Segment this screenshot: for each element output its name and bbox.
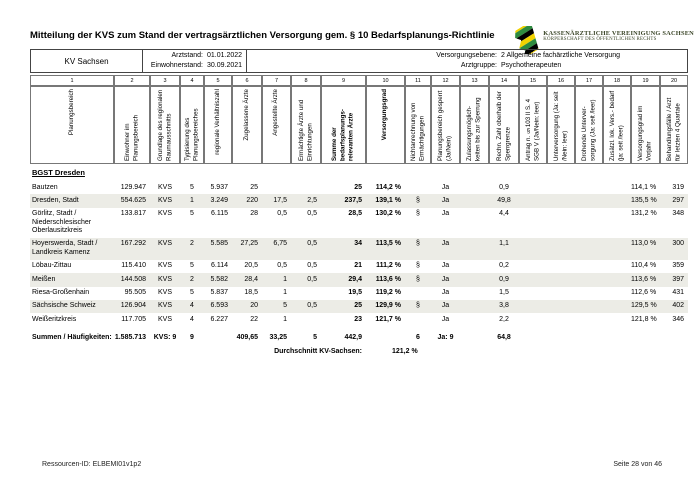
cell: 3.249 xyxy=(210,196,228,204)
cell: 28,5 xyxy=(348,210,362,218)
cell: § xyxy=(416,302,420,310)
cell: Riesa-Großenhain xyxy=(32,289,90,297)
cell: 0,5 xyxy=(307,240,317,248)
cell: 23 xyxy=(354,315,362,323)
cell: 0,5 xyxy=(307,262,317,270)
column-header xyxy=(489,86,519,164)
column-number: 20 xyxy=(660,75,688,86)
cell: 397 xyxy=(672,275,684,283)
column-number: 16 xyxy=(547,75,575,86)
versorgung-cell xyxy=(247,50,687,72)
cell: Ja xyxy=(441,275,450,283)
cell: 5.937 xyxy=(210,183,228,191)
cell: 1 xyxy=(283,315,287,323)
cell: 1,1 xyxy=(499,240,509,248)
column-header-label: Planungsbereich xyxy=(67,89,75,136)
table-row xyxy=(30,181,688,194)
column-header xyxy=(547,86,575,164)
einwohnerstand-label: Einwohnerstand: xyxy=(150,62,203,70)
cell: Bautzen xyxy=(32,183,58,191)
column-number: 5 xyxy=(204,75,232,86)
column-header-label: Grundlage des regionalen Raumausschnitts xyxy=(156,89,172,161)
cell: Ja xyxy=(441,289,450,297)
column-header xyxy=(460,86,489,164)
table-row xyxy=(30,194,688,207)
table-row xyxy=(30,300,688,313)
cell: KVS xyxy=(157,275,172,283)
report-info-box xyxy=(30,49,688,73)
cell: 0,5 xyxy=(277,262,287,270)
cell: 319 xyxy=(672,183,684,191)
cell: 5 xyxy=(190,262,194,270)
page-number: Seite 28 von 46 xyxy=(613,461,662,468)
cell: 359 xyxy=(672,262,684,270)
cell: 34 xyxy=(354,240,362,248)
cell: 119,2 % xyxy=(375,289,401,297)
column-header xyxy=(232,86,262,164)
column-header-label: Angestellte Ärzte xyxy=(272,89,280,136)
summary-cell: 64,8 xyxy=(497,333,511,341)
cell: Dresden, Stadt xyxy=(32,196,79,204)
cell: 1 xyxy=(283,289,287,297)
cell: 25 xyxy=(354,183,362,191)
column-header-label: Unterversorgung (Ja: seit /Nein: leer) xyxy=(552,91,568,161)
cell: 111,2 % xyxy=(376,262,401,270)
column-number: 1 xyxy=(30,75,114,86)
cell: 431 xyxy=(672,289,684,297)
cell: 1 xyxy=(283,275,287,283)
versorgungsebene-label: Versorgungsebene: xyxy=(436,52,497,59)
cell: Ja xyxy=(441,315,450,323)
column-header xyxy=(204,86,232,164)
table-body xyxy=(30,181,688,327)
cell: KVS xyxy=(157,315,172,323)
cell: KVS xyxy=(157,302,172,310)
logo-org-subtitle: KÖRPERSCHAFT DES ÖFFENTLICHEN RECHTS xyxy=(543,37,657,42)
cell: 348 xyxy=(672,210,684,218)
column-header xyxy=(321,86,366,164)
cell: 112,6 % xyxy=(631,289,657,297)
cell: 0,9 xyxy=(499,183,509,191)
cell: 0,5 xyxy=(307,210,317,218)
column-number: 11 xyxy=(405,75,431,86)
cell: 22 xyxy=(250,315,258,323)
cell: 21 xyxy=(354,262,362,270)
cell: 4 xyxy=(190,302,194,310)
cell: 18,5 xyxy=(244,289,258,297)
report-page xyxy=(30,30,688,355)
versorgungsebene-value: 2 Allgemeine fachärztliche Versorgung xyxy=(501,52,621,59)
cell: 3,8 xyxy=(499,302,509,310)
column-header xyxy=(631,86,660,164)
cell: Ja xyxy=(441,210,450,218)
cell: 5.585 xyxy=(210,240,228,248)
region-label: KV Sachsen xyxy=(31,50,143,72)
column-header-label: Zusätzl. lok. Vers.- bedarf (ja: seit /leer) xyxy=(608,90,624,161)
column-number: 14 xyxy=(489,75,519,86)
arztstand-label: Arztstand: xyxy=(171,52,203,60)
column-header xyxy=(431,86,460,164)
column-number: 3 xyxy=(150,75,180,86)
cell: 220 xyxy=(246,196,258,204)
column-number: 18 xyxy=(603,75,631,86)
cell: 5 xyxy=(190,289,194,297)
column-header xyxy=(575,86,603,164)
cell: 6.114 xyxy=(211,262,228,270)
table-row xyxy=(30,313,688,326)
cell: 2,2 xyxy=(499,315,509,323)
cell: 139,1 % xyxy=(375,196,401,204)
column-header-label: Typisierung des Planungsbereiches xyxy=(183,108,199,161)
cell: Görlitz, Stadt / Niederschlesischer Oberlausitzkreis xyxy=(32,210,92,235)
summary-cell: Ja: 9 xyxy=(437,333,454,341)
logo-org-name: KASSENÄRZTLICHE VEREINIGUNG SACHSEN xyxy=(543,30,694,37)
cell: 129,9 % xyxy=(375,302,401,310)
cell: 554.625 xyxy=(120,196,146,204)
summary-cell: 6 xyxy=(416,333,420,341)
cell: 25 xyxy=(250,183,258,191)
column-header xyxy=(150,86,180,164)
cell: § xyxy=(416,240,420,248)
column-header-row xyxy=(30,86,688,164)
cell: 237,5 xyxy=(344,196,362,204)
section-heading: BGST Dresden xyxy=(32,168,85,177)
cell: 1,5 xyxy=(499,289,509,297)
column-header-label: Nichtanrechnung von Ermächtigungen xyxy=(409,102,425,161)
cell: 130,2 % xyxy=(375,210,401,218)
column-header-label: Drohende Unterver- sorgung (Ja: seit /leer) xyxy=(580,99,596,161)
column-header xyxy=(366,86,405,164)
cell: 131,2 % xyxy=(631,210,657,218)
cell: § xyxy=(416,196,420,204)
cell: Ja xyxy=(441,302,450,310)
cell: 300 xyxy=(672,240,684,248)
cell: 6,75 xyxy=(273,240,287,248)
column-header-label: Ermächtigte Ärzte und Einrichtungen xyxy=(297,99,313,161)
cell: Löbau-Zittau xyxy=(32,262,72,270)
cell: 6.593 xyxy=(210,302,228,310)
resource-id: Ressourcen-ID: ELBEMI01v1p2 xyxy=(42,461,142,468)
column-header xyxy=(660,86,688,164)
cell: 17,5 xyxy=(273,196,287,204)
column-header-label: Planungsbereich gesperrt (Ja/Nein) xyxy=(437,90,453,161)
cell: Meißen xyxy=(32,275,56,283)
summary-cell: 442,9 xyxy=(344,333,362,341)
column-header xyxy=(405,86,431,164)
cell: 1 xyxy=(190,196,194,204)
cell: § xyxy=(416,210,420,218)
cell: 4 xyxy=(190,315,194,323)
column-number: 17 xyxy=(575,75,603,86)
cell: 110,4 % xyxy=(631,262,657,270)
cell: KVS xyxy=(157,240,172,248)
summary-cell: KVS: 9 xyxy=(153,333,177,341)
date-status-cell xyxy=(143,50,247,72)
column-number: 2 xyxy=(114,75,150,86)
table-row xyxy=(30,287,688,300)
cell: 117.705 xyxy=(121,315,146,323)
cell: 6.227 xyxy=(210,315,228,323)
cell: Weißeritzkreis xyxy=(32,315,77,323)
column-number: 9 xyxy=(321,75,366,86)
cell: Ja xyxy=(441,262,450,270)
table-row xyxy=(30,260,688,273)
cell: 2,5 xyxy=(307,196,317,204)
cell: 28 xyxy=(250,210,258,218)
cell: 19,5 xyxy=(348,289,362,297)
column-header-label: Zulassungsmöglich- keiten bis zur Sperrung xyxy=(466,97,482,161)
column-header-label: Behandlungsfälle / Arzt für letzten 4 Quartale xyxy=(665,97,681,161)
cell: Hoyerswerda, Stadt / Landkreis Kamenz xyxy=(32,240,98,256)
column-number: 6 xyxy=(232,75,262,86)
cell: § xyxy=(416,262,420,270)
column-number: 8 xyxy=(291,75,321,86)
cell: 2 xyxy=(190,240,194,248)
cell: 95.505 xyxy=(124,289,146,297)
column-number: 7 xyxy=(262,75,291,86)
cell: 115.410 xyxy=(121,262,146,270)
column-header xyxy=(603,86,631,164)
column-header-label: Zugelassene Ärzte xyxy=(242,89,250,141)
column-header xyxy=(519,86,547,164)
column-number: 19 xyxy=(631,75,660,86)
average-value: 121,2 % xyxy=(392,348,418,356)
column-number-row xyxy=(30,75,688,86)
cell: KVS xyxy=(157,196,172,204)
column-header xyxy=(30,86,114,164)
cell: 346 xyxy=(672,315,684,323)
cell: 20,5 xyxy=(244,262,258,270)
cell: 113,5 % xyxy=(375,240,401,248)
cell: 5 xyxy=(283,302,287,310)
cell: KVS xyxy=(157,210,172,218)
cell: Ja xyxy=(441,240,450,248)
column-header-label: Summe der bedarfsplanungs- relevanten Ärzte xyxy=(330,109,355,161)
cell: KVS xyxy=(157,183,172,191)
cell: 129,5 % xyxy=(631,302,657,310)
cell: 4,4 xyxy=(499,210,509,218)
cell: KVS xyxy=(157,262,172,270)
cell: 126.904 xyxy=(120,302,146,310)
column-header-label: Einwohner im Planungsbereich xyxy=(123,114,139,161)
cell: 28,4 xyxy=(244,275,258,283)
cell: 49,8 xyxy=(497,196,511,204)
page-title: Mitteilung der KVS zum Stand der vertragsärztlichen Versorgung gem. § 10 Bedarfsplanungs-Richtlinie xyxy=(30,30,495,41)
cell: 114,1 % xyxy=(631,183,657,191)
column-number: 13 xyxy=(460,75,489,86)
cell: 144.508 xyxy=(120,275,146,283)
column-header-label: regionale Verhältniszahl xyxy=(213,89,221,155)
cell: 297 xyxy=(672,196,684,204)
table-row xyxy=(30,273,688,286)
cell: 113,6 % xyxy=(631,275,657,283)
summary-cell: 409,65 xyxy=(236,333,258,341)
cell: 0,5 xyxy=(307,275,317,283)
cell: 114,2 % xyxy=(375,183,401,191)
cell: 29,4 xyxy=(348,275,362,283)
summary-cell: 5 xyxy=(313,333,317,341)
column-number: 12 xyxy=(431,75,460,86)
column-number: 15 xyxy=(519,75,547,86)
cell: 0,5 xyxy=(307,302,317,310)
cell: 0,2 xyxy=(499,262,509,270)
cell: 121,7 % xyxy=(375,315,401,323)
cell: 27,25 xyxy=(240,240,258,248)
cell: 6.115 xyxy=(211,210,228,218)
arztgruppe-value: Psychotherapeuten xyxy=(501,62,562,69)
cell: 5 xyxy=(190,183,194,191)
column-header xyxy=(180,86,204,164)
average-row xyxy=(30,348,688,355)
summary-cell: 33,25 xyxy=(269,333,287,341)
einwohnerstand-value: 30.09.2021 xyxy=(207,62,243,70)
column-header xyxy=(291,86,321,164)
table-row xyxy=(30,208,688,238)
cell: 402 xyxy=(672,302,684,310)
cell: 167.292 xyxy=(120,240,146,248)
column-number: 10 xyxy=(366,75,405,86)
column-header-label: Rechn. Zahl oberhalb der Sperrgrenze xyxy=(495,91,511,161)
cell: 2 xyxy=(190,275,194,283)
cell: 121,8 % xyxy=(631,315,657,323)
arztstand-value: 01.01.2022 xyxy=(207,52,243,60)
cell: Sächsische Schweiz xyxy=(32,302,96,310)
table-row xyxy=(30,238,688,260)
summary-cell: 9 xyxy=(190,333,194,341)
cell: 113,6 % xyxy=(375,275,401,283)
cell: 133.817 xyxy=(120,210,146,218)
cell: 20 xyxy=(250,302,258,310)
column-number: 4 xyxy=(180,75,204,86)
cell: 113,0 % xyxy=(631,240,657,248)
column-header-label: Versorgungsgrad im Vorjahr xyxy=(637,105,653,161)
cell: § xyxy=(416,275,420,283)
column-header-label: Antrag n. §103 II S. 4 SGB V (Ja/Nein: leer) xyxy=(524,98,540,161)
column-header-label: Versorgungsgrad xyxy=(381,89,389,141)
column-header xyxy=(262,86,291,164)
arztgruppe-label: Arztgruppe: xyxy=(460,62,497,69)
summary-row xyxy=(30,332,688,344)
cell: 5 xyxy=(190,210,194,218)
cell: 129.947 xyxy=(120,183,146,191)
summary-cell: Summen / Häufigkeiten: xyxy=(32,333,112,341)
average-label: Durchschnitt KV-Sachsen: xyxy=(274,348,362,356)
summary-cell: 1.585.713 xyxy=(114,333,146,341)
cell: 25 xyxy=(354,302,362,310)
cell: Ja xyxy=(441,183,450,191)
cell: 5.582 xyxy=(210,275,228,283)
cell: Ja xyxy=(441,196,450,204)
cell: 5.837 xyxy=(210,289,228,297)
cell: 0,5 xyxy=(277,210,287,218)
cell: KVS xyxy=(157,289,172,297)
cell: 135,5 % xyxy=(631,196,657,204)
column-header xyxy=(114,86,150,164)
cell: 0,9 xyxy=(499,275,509,283)
